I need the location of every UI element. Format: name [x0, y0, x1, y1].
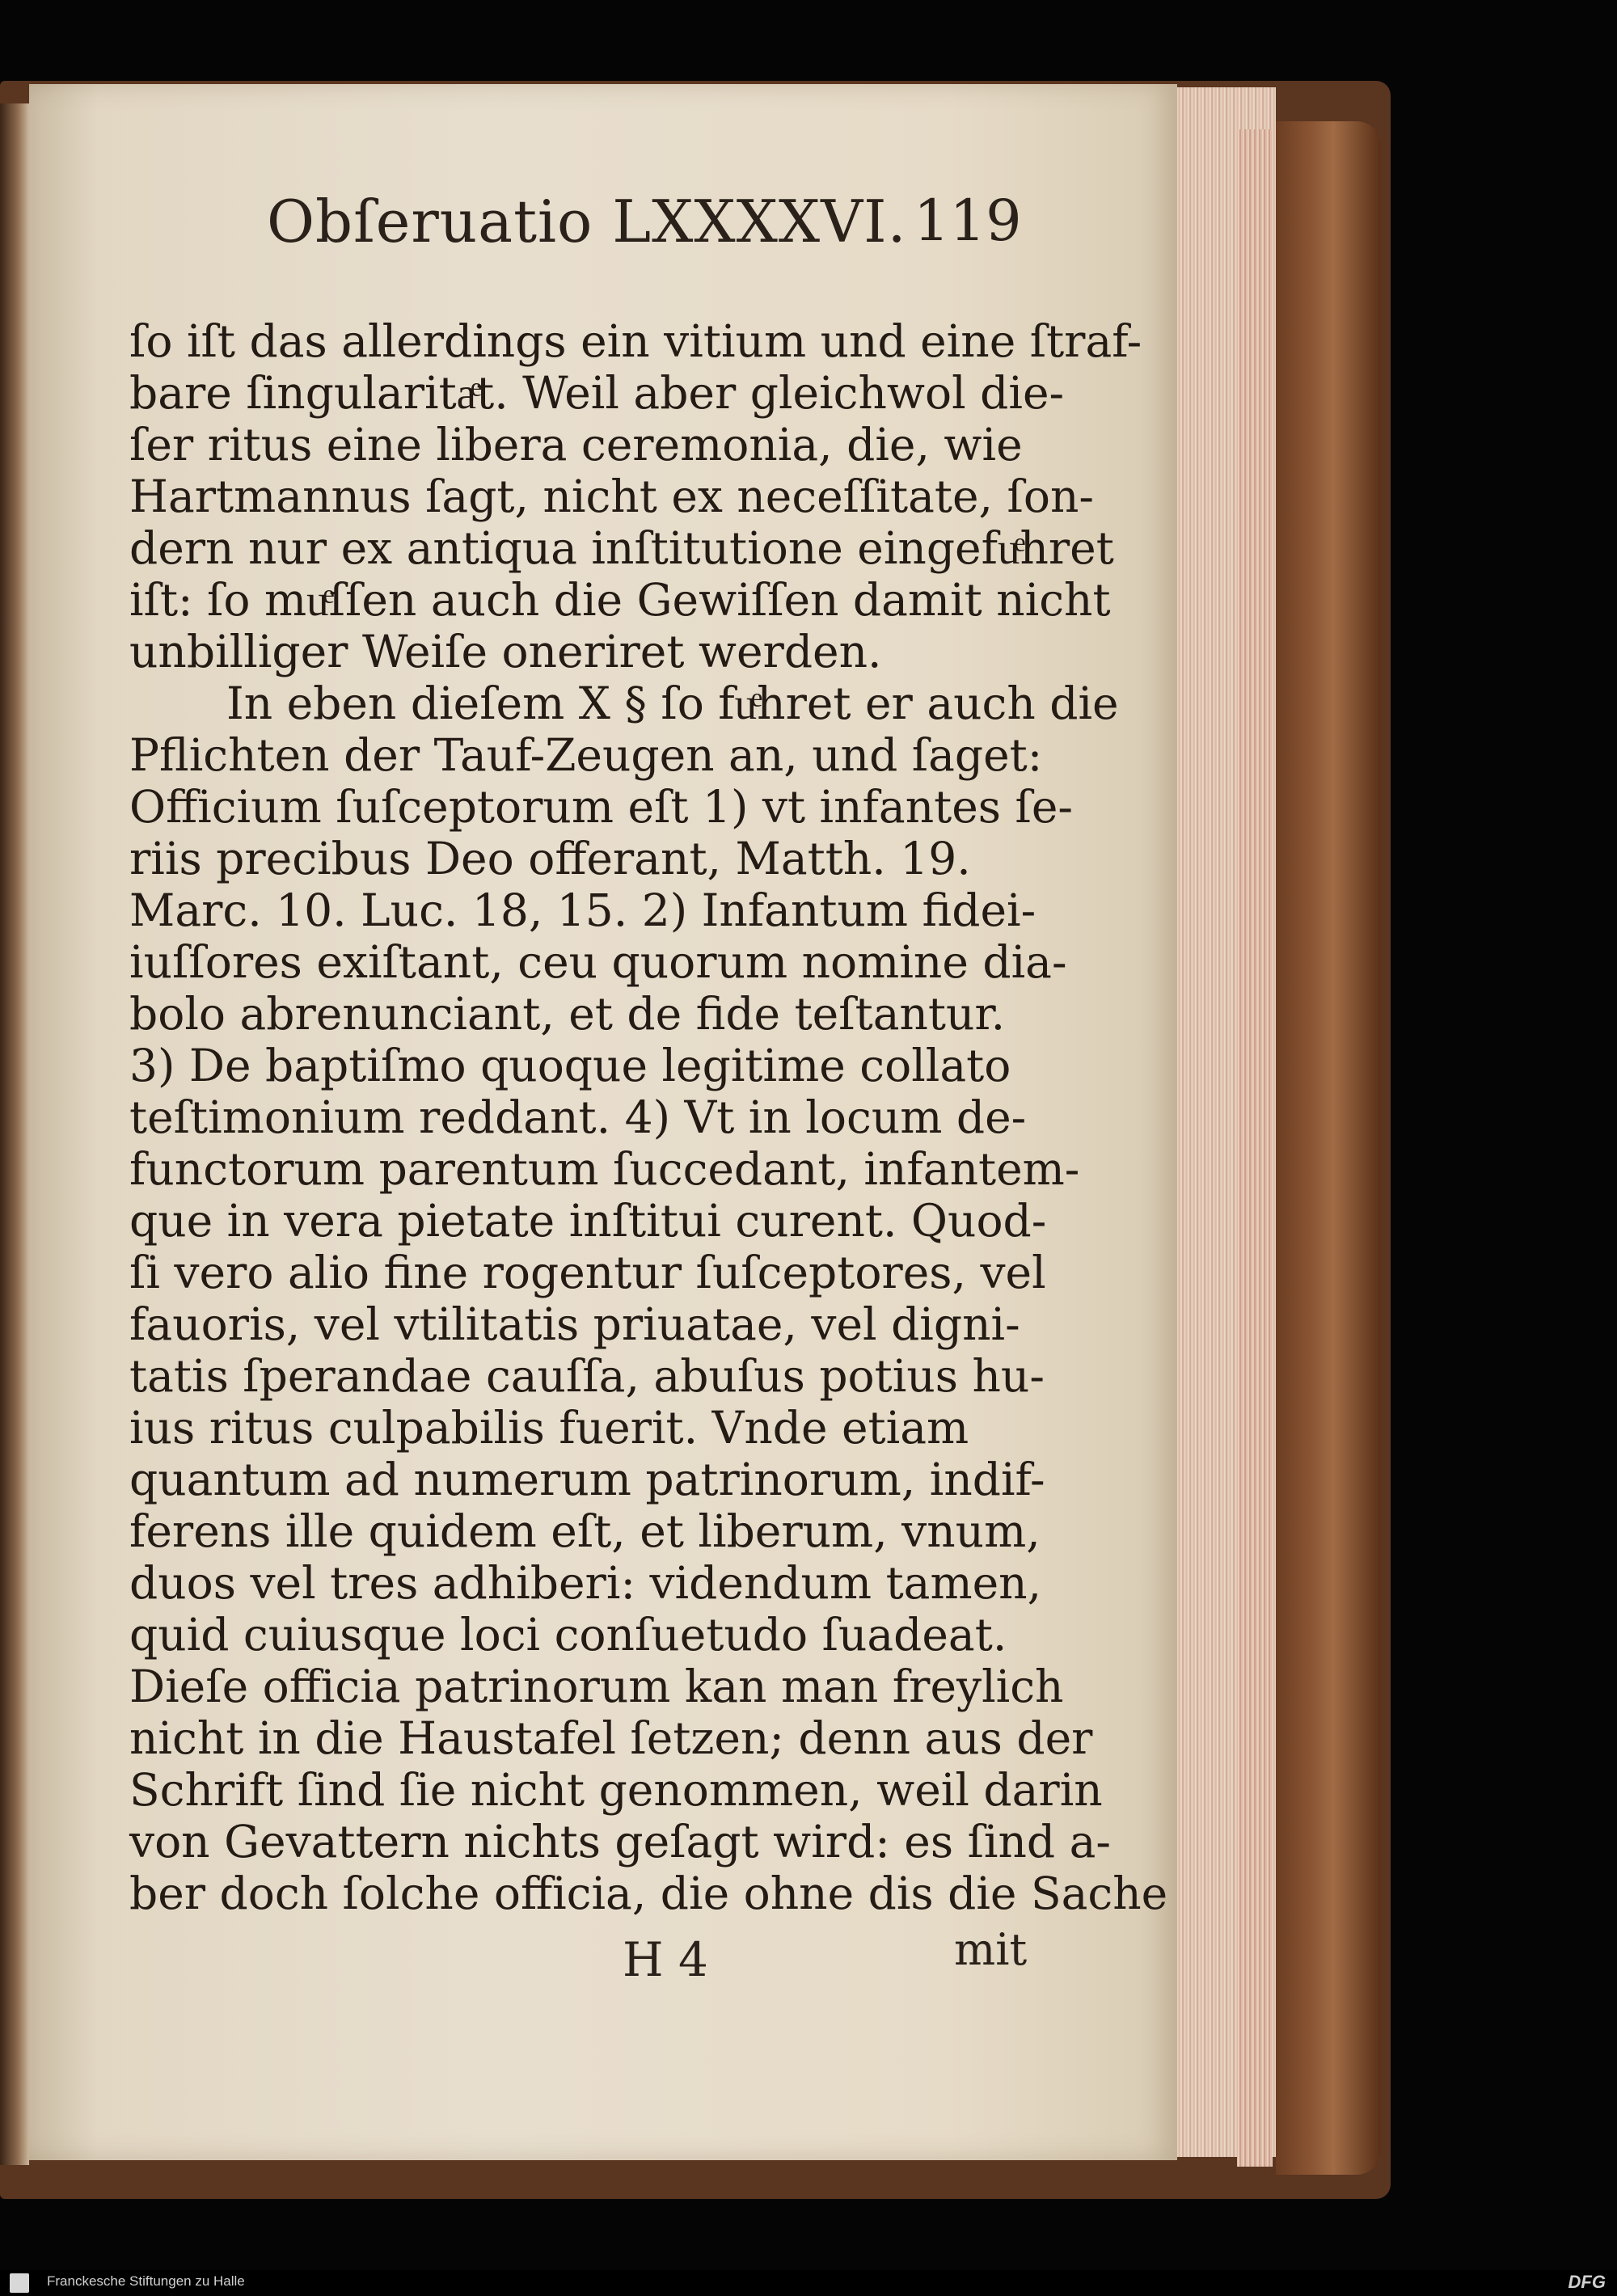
text-line: quid cuiusque loci conſuetudo ſuadeat. — [129, 1609, 1007, 1661]
text-line: Hartmannus ſagt, nicht ex neceſſitate, ſon- — [129, 471, 1094, 522]
text-line: ber doch ſolche officia, die ohne dis die Sache — [129, 1868, 1168, 1919]
page-number: 119 — [914, 188, 1022, 254]
credit-text: Franckesche Stiftungen zu Halle — [47, 2273, 245, 2289]
text-line: duos vel tres adhiberi: videndum tamen, — [129, 1557, 1042, 1609]
institution-logo-icon — [10, 2273, 29, 2293]
text-line: In eben dieſem X § ſo fuͤhret er auch die — [226, 677, 1119, 729]
text-line: von Gevattern nichts geſagt wird: es ſind a- — [129, 1816, 1112, 1868]
text-line: Pflichten der Tauf-Zeugen an, und ſaget: — [129, 729, 1043, 781]
text-line: fauoris, vel vtilitatis priuatae, vel digni- — [129, 1298, 1020, 1350]
text-line: ferens ille quidem eſt, et liberum, vnum, — [129, 1505, 1041, 1557]
page-fore-edge-inner — [1237, 129, 1273, 2167]
text-block — [129, 315, 1168, 1932]
text-line: nicht in die Haustafel ſetzen; denn aus der — [129, 1712, 1093, 1764]
running-title: Obſeruatio LXXXXVI. — [267, 188, 907, 255]
text-line: que in vera pietate inſtitui curent. Quod- — [129, 1195, 1047, 1247]
book-binding — [1276, 121, 1381, 2175]
text-line: 3) De baptiſmo quoque legitime collato — [129, 1040, 1011, 1091]
text-line: iuſſores exiſtant, ceu quorum nomine dia- — [129, 936, 1067, 988]
dfg-logo: DFG — [1568, 2272, 1606, 2292]
text-line: quantum ad numerum patrinorum, indif- — [129, 1454, 1045, 1505]
text-line: ſer ritus eine libera ceremonia, die, wie — [129, 419, 1023, 471]
signature-mark: H 4 — [623, 1932, 708, 1987]
text-line: ſo iſt das allerdings ein vitium und eine ſtraf- — [129, 315, 1142, 367]
text-line: bare ſingularitaͤt. Weil aber gleichwol die- — [129, 367, 1065, 419]
previous-page-edge — [0, 103, 29, 2165]
text-line: Dieſe officia patrinorum kan man freylich — [129, 1661, 1064, 1712]
text-line: unbilliger Weiſe oneriret werden. — [129, 626, 882, 677]
text-line: ius ritus culpabilis fuerit. Vnde etiam — [129, 1402, 969, 1454]
text-line: teſtimonium reddant. 4) Vt in locum de- — [129, 1091, 1027, 1143]
text-line: tatis ſperandae cauſſa, abuſus potius hu- — [129, 1350, 1045, 1402]
text-line: Schrift ſind ſie nicht genommen, weil darin — [129, 1764, 1103, 1816]
text-line: riis precibus Deo offerant, Matth. 19. — [129, 833, 971, 884]
text-line: ſi vero alio fine rogentur ſuſceptores, vel — [129, 1247, 1046, 1298]
text-line: functorum parentum ſuccedant, infantem- — [129, 1143, 1080, 1195]
text-line: Marc. 10. Luc. 18, 15. 2) Infantum fidei- — [129, 884, 1036, 936]
catchword: mit — [954, 1924, 1028, 1975]
text-line: bolo abrenunciant, et de fide teſtantur. — [129, 988, 1006, 1040]
text-line: dern nur ex antiqua inſtitutione eingefuͤhret — [129, 522, 1114, 574]
text-line: iſt: ſo muͤſſen auch die Gewiſſen damit nicht — [129, 574, 1111, 626]
credit-bar — [0, 2270, 1617, 2296]
text-line: Officium ſuſceptorum eſt 1) vt infantes ſe- — [129, 781, 1073, 833]
running-head — [267, 188, 1022, 276]
